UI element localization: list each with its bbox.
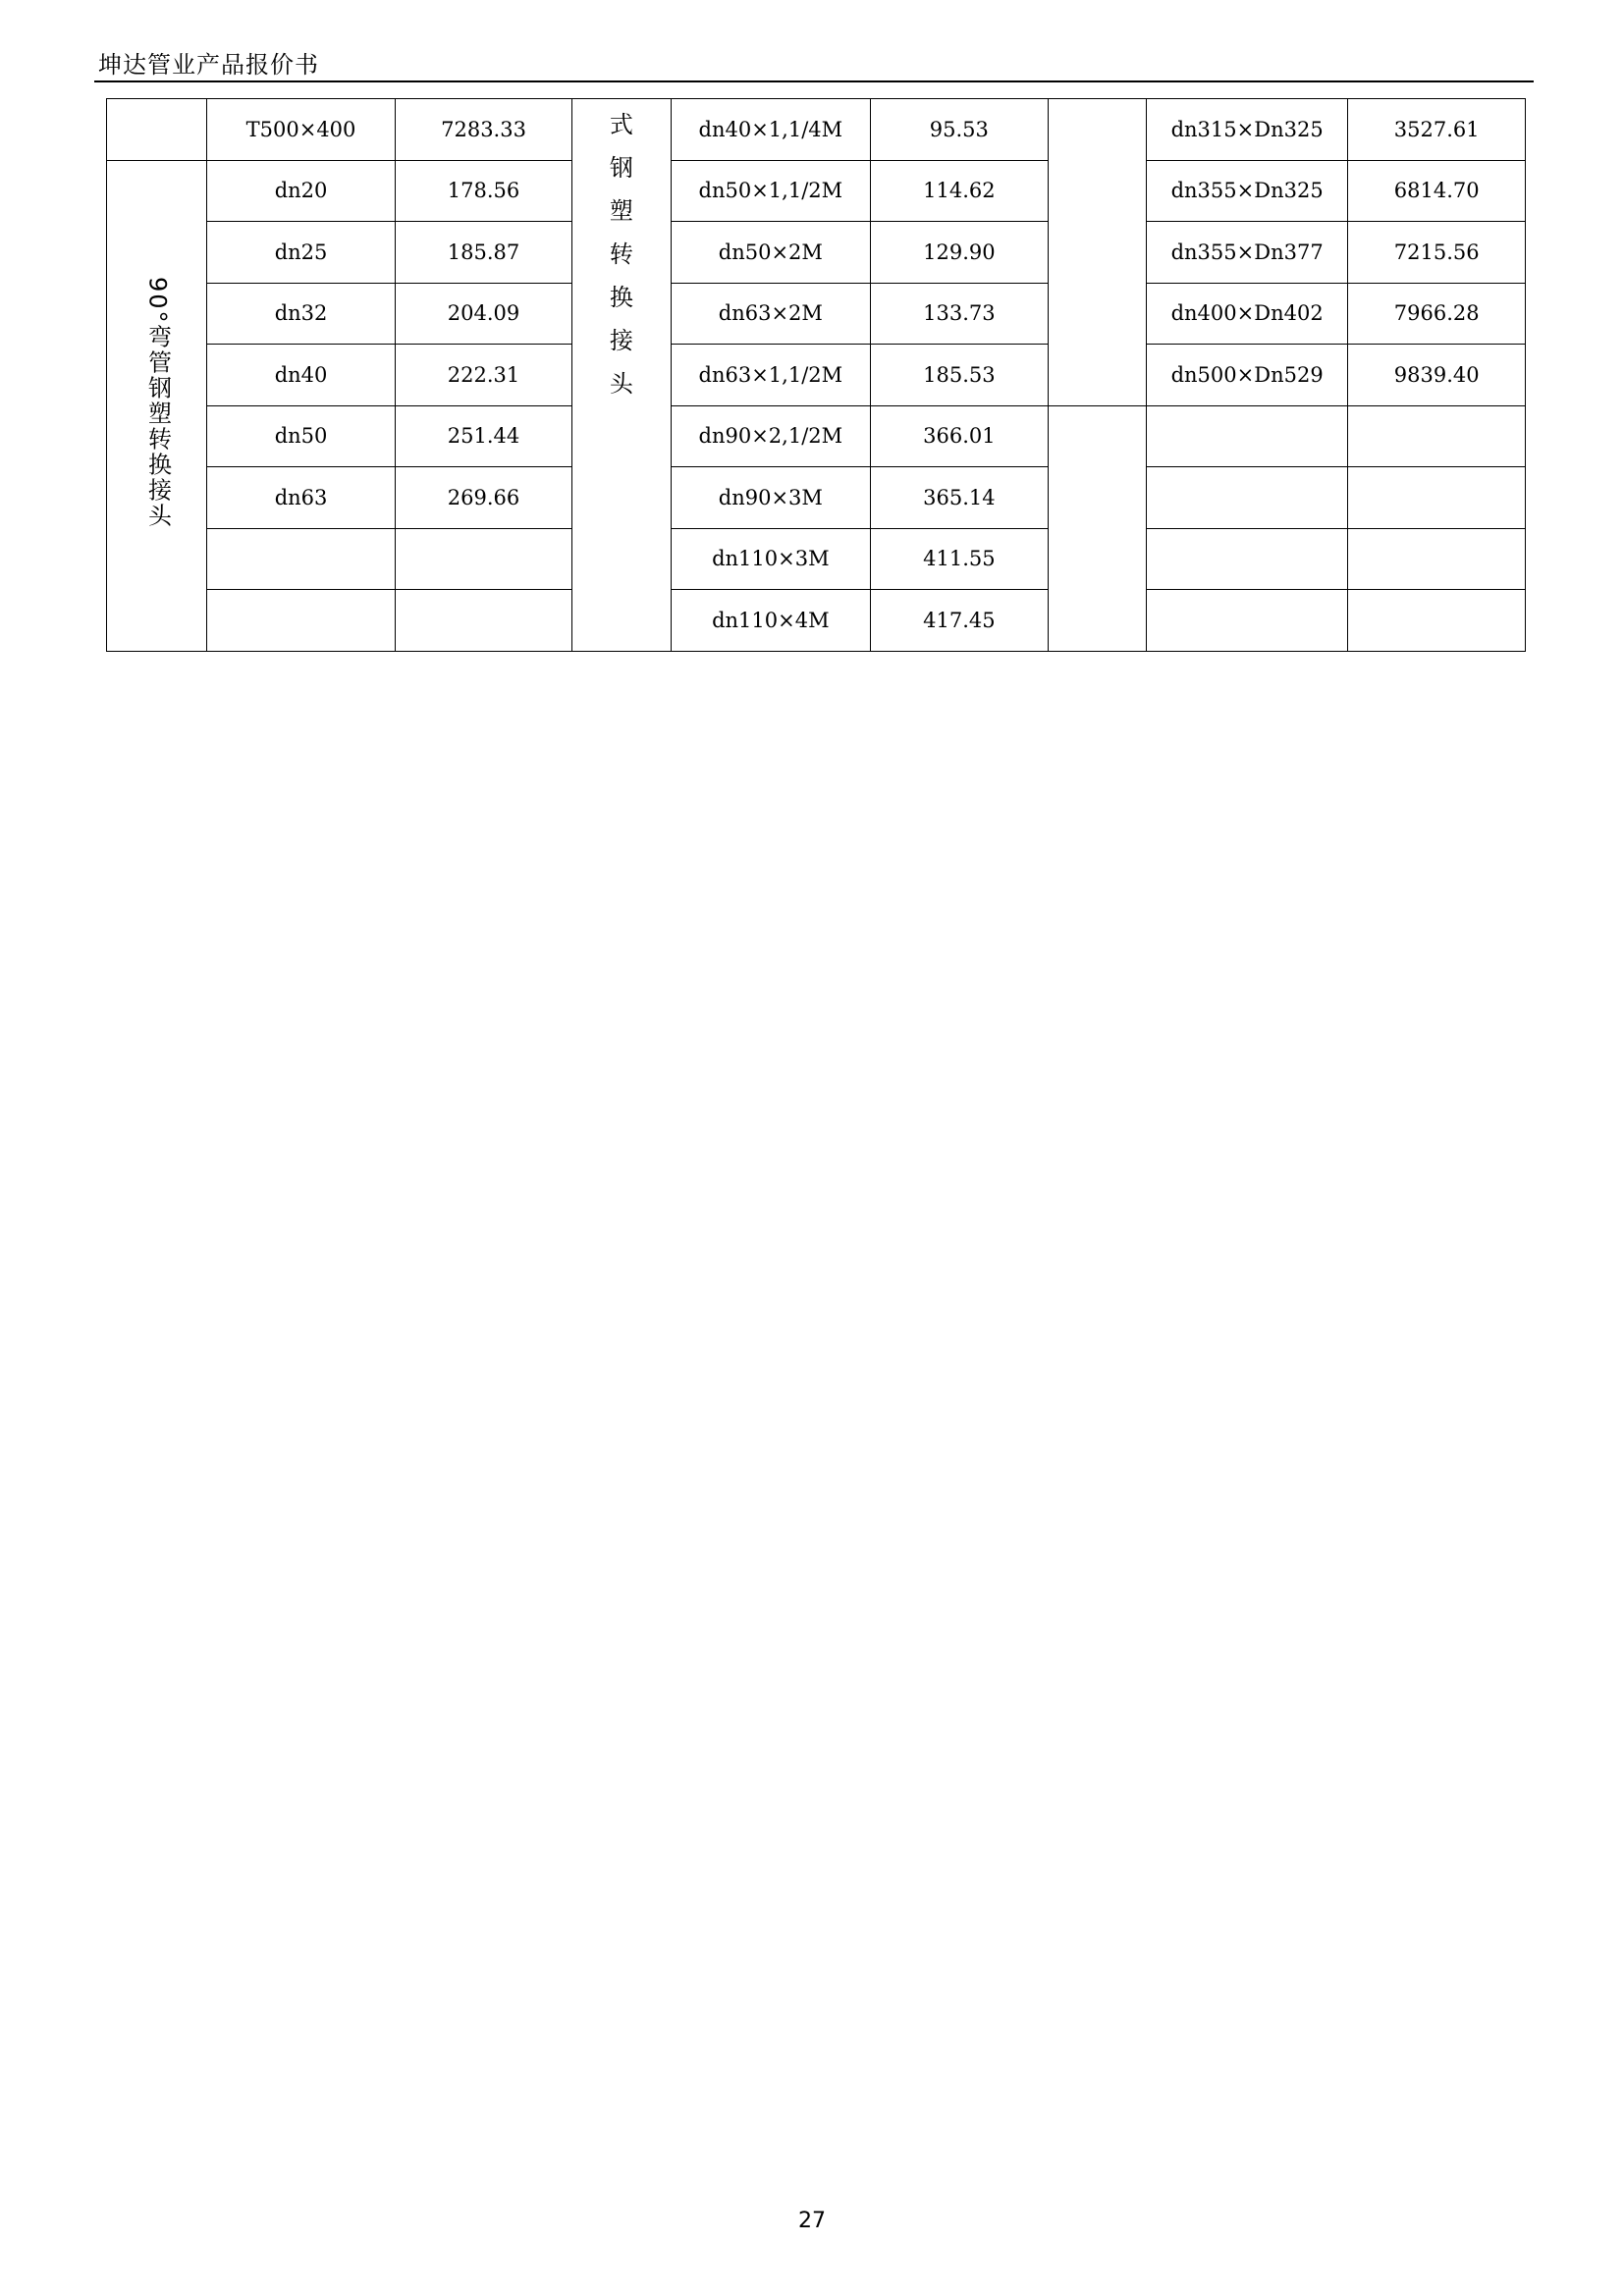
price-cell: 411.55 [871, 528, 1048, 590]
spec-cell [1146, 467, 1348, 529]
spec-cell: dn315×Dn325 [1146, 99, 1348, 161]
group-c-label-char: 换 [609, 284, 633, 311]
spec-cell [1146, 528, 1348, 590]
price-cell: 95.53 [871, 99, 1048, 161]
group-b-label-cell [107, 160, 207, 651]
spec-cell [207, 590, 396, 652]
group-d-label-cell [1048, 99, 1146, 406]
price-cell: 9839.40 [1348, 345, 1526, 406]
price-cell: 366.01 [871, 405, 1048, 467]
group-c-label-char: 钢 [609, 154, 633, 182]
table-row [107, 222, 1526, 284]
spec-cell: dn355×Dn377 [1146, 222, 1348, 284]
table-row [107, 528, 1526, 590]
table-row [107, 590, 1526, 652]
price-cell [1348, 467, 1526, 529]
spec-cell: dn63 [207, 467, 396, 529]
spec-cell: dn40 [207, 345, 396, 406]
price-cell: 7966.28 [1348, 283, 1526, 345]
price-cell: 251.44 [395, 405, 571, 467]
table-row [107, 405, 1526, 467]
price-cell: 365.14 [871, 467, 1048, 529]
price-cell: 222.31 [395, 345, 571, 406]
price-cell: 185.53 [871, 345, 1048, 406]
spec-cell: dn40×1,1/4M [671, 99, 871, 161]
spec-cell: dn355×Dn325 [1146, 160, 1348, 222]
spec-cell: dn500×Dn529 [1146, 345, 1348, 406]
table-row [107, 467, 1526, 529]
group-c-label-char: 接 [609, 327, 633, 354]
price-cell: 6814.70 [1348, 160, 1526, 222]
price-cell [395, 590, 571, 652]
spec-cell: dn90×2,1/2M [671, 405, 871, 467]
document-header-title: 坤达管业产品报价书 [98, 51, 319, 79]
price-cell: 178.56 [395, 160, 571, 222]
group-a-label-cell [107, 99, 207, 161]
group-c-label-cell [572, 99, 671, 652]
spec-cell: dn50×1,1/2M [671, 160, 871, 222]
header-rule [94, 80, 1534, 82]
price-cell [1348, 590, 1526, 652]
price-cell: 7215.56 [1348, 222, 1526, 284]
spec-cell [1146, 590, 1348, 652]
spec-cell: dn110×3M [671, 528, 871, 590]
spec-cell: dn50 [207, 405, 396, 467]
spec-cell [207, 528, 396, 590]
group-b-vertical-label: 90°弯管钢塑转换接头 [143, 277, 172, 529]
price-cell: 114.62 [871, 160, 1048, 222]
group-c-label-char: 转 [609, 240, 633, 268]
spec-cell: dn25 [207, 222, 396, 284]
page-number: 27 [798, 2209, 826, 2233]
spec-cell: dn63×2M [671, 283, 871, 345]
spec-cell: dn90×3M [671, 467, 871, 529]
spec-cell: dn400×Dn402 [1146, 283, 1348, 345]
price-cell: 133.73 [871, 283, 1048, 345]
price-cell [395, 528, 571, 590]
price-cell: 3527.61 [1348, 99, 1526, 161]
spec-cell [1146, 405, 1348, 467]
price-cell: 129.90 [871, 222, 1048, 284]
group-c-label-char: 塑 [609, 197, 633, 225]
price-table [106, 98, 1526, 652]
spec-cell: dn32 [207, 283, 396, 345]
price-cell: 185.87 [395, 222, 571, 284]
table-row [107, 160, 1526, 222]
group-c-label-char: 头 [609, 370, 633, 398]
spec-cell: T500×400 [207, 99, 396, 161]
price-cell: 7283.33 [395, 99, 571, 161]
table-row [107, 99, 1526, 161]
group-c-label-char: 式 [609, 111, 633, 138]
price-cell [1348, 528, 1526, 590]
spec-cell: dn110×4M [671, 590, 871, 652]
price-cell: 204.09 [395, 283, 571, 345]
table-row [107, 283, 1526, 345]
group-f-label-cell [1048, 405, 1146, 651]
spec-cell: dn50×2M [671, 222, 871, 284]
table-row [107, 345, 1526, 406]
spec-cell: dn63×1,1/2M [671, 345, 871, 406]
price-cell [1348, 405, 1526, 467]
group-c-vertical-label [572, 99, 670, 651]
price-cell: 417.45 [871, 590, 1048, 652]
spec-cell: dn20 [207, 160, 396, 222]
price-cell: 269.66 [395, 467, 571, 529]
